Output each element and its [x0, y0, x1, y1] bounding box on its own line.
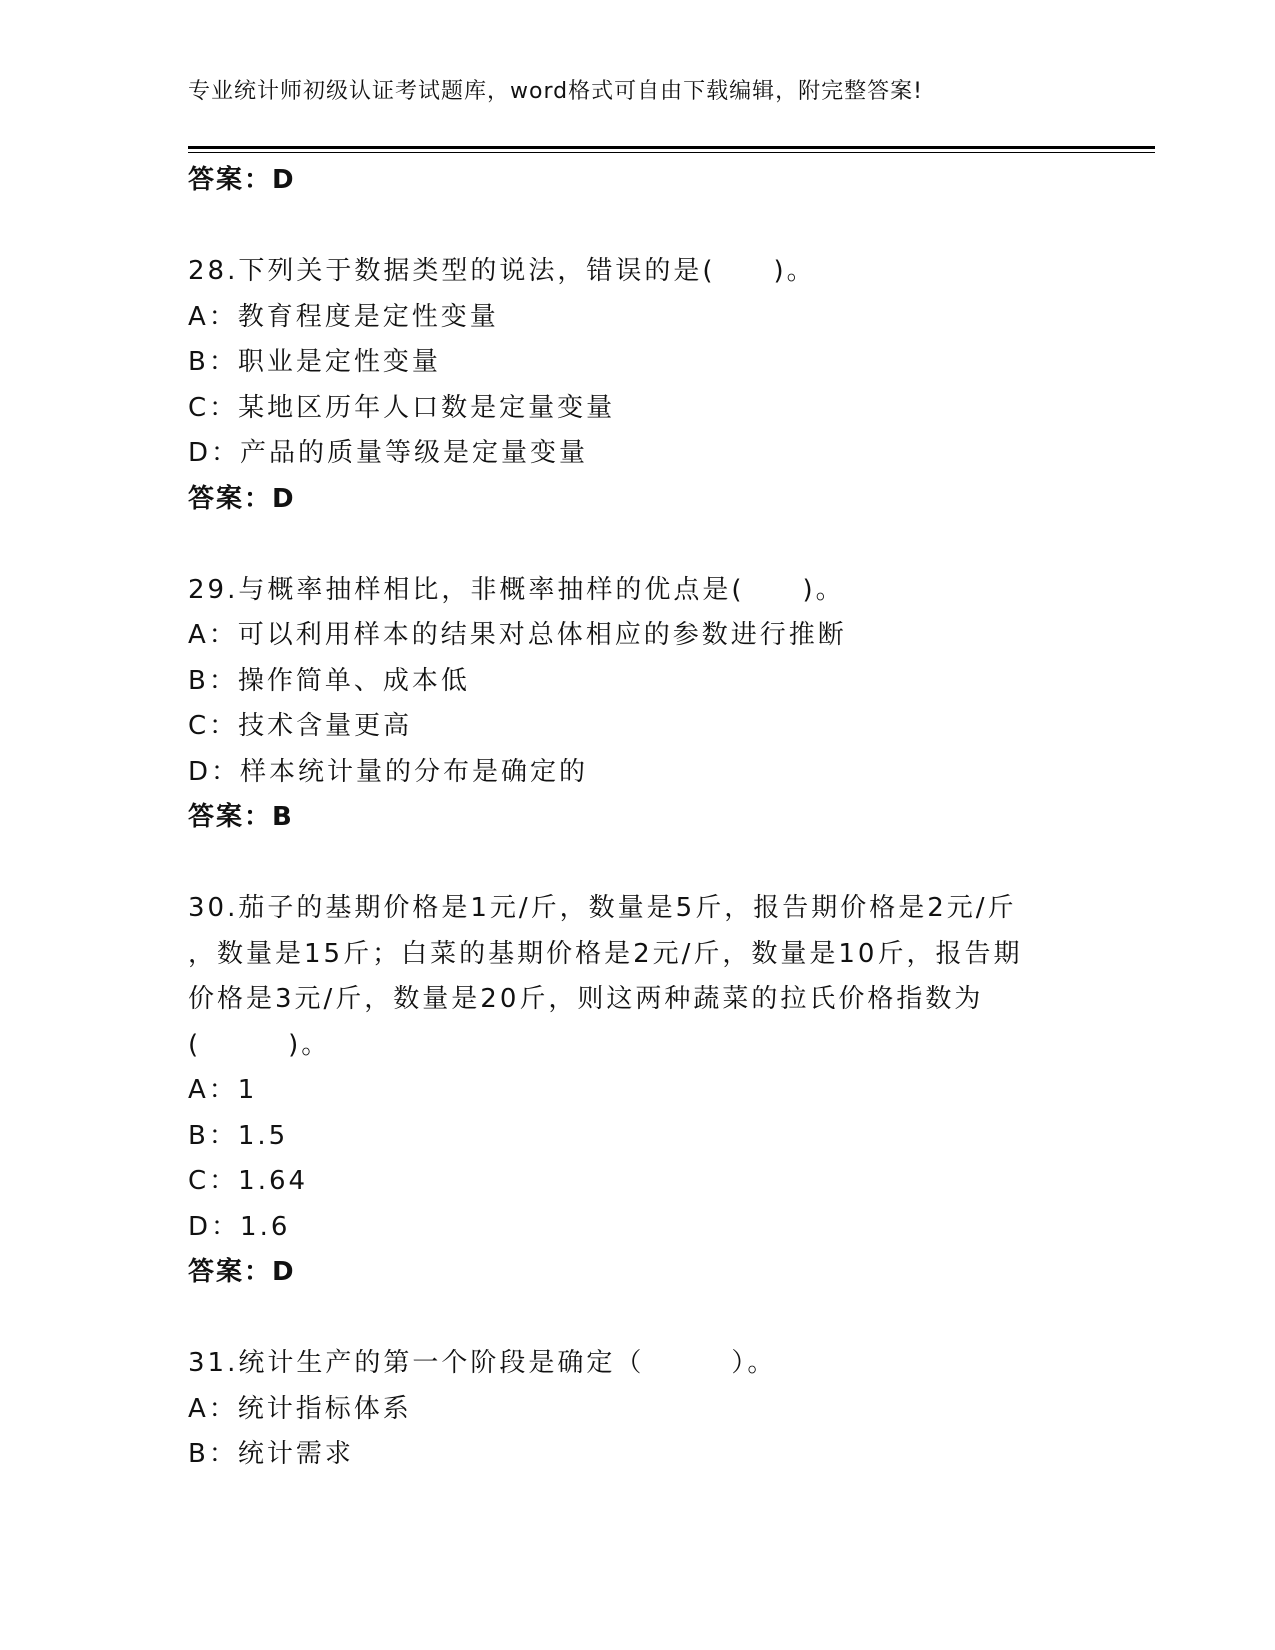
question-block [188, 1341, 1088, 1478]
question-stem-cont: ( )。 [188, 1029, 331, 1060]
header-rule-thin [188, 152, 1155, 153]
question-stem: 29.与概率抽样相比，非概率抽样的优点是( )。 [188, 574, 845, 605]
question-stem-cont: ，数量是15斤；白菜的基期价格是2元/斤，数量是10斤，报告期 [188, 938, 1023, 969]
header-rule-thick [188, 146, 1155, 149]
option-b: B：1.5 [188, 1120, 289, 1151]
option-b: B：职业是定性变量 [188, 347, 441, 377]
previous-answer: 答案：D [188, 165, 296, 195]
question-stem: 28.下列关于数据类型的说法，错误的是( )。 [188, 256, 816, 286]
option-a: A：教育程度是定性变量 [188, 301, 499, 332]
question-stem-cont: 价格是3元/斤，数量是20斤，则这两种蔬菜的拉氏价格指数为 [188, 984, 984, 1014]
answer: 答案：D [188, 483, 296, 514]
answer: 答案：D [188, 1257, 296, 1287]
option-c: C：某地区历年人口数是定量变量 [188, 392, 616, 423]
question-stem: 31.统计生产的第一个阶段是确定（ ）。 [188, 1348, 777, 1378]
option-a: A：1 [188, 1075, 258, 1105]
option-d: D：1.6 [188, 1211, 291, 1242]
question-block [188, 249, 1088, 522]
page-header: 专业统计师初级认证考试题库，word格式可自由下载编辑，附完整答案! [188, 79, 923, 104]
option-d: D：产品的质量等级是定量变量 [188, 438, 589, 468]
question-block [188, 886, 1088, 1296]
document-body [188, 158, 1088, 1478]
option-b: B：操作简单、成本低 [188, 665, 470, 696]
option-c: C：技术含量更高 [188, 711, 413, 741]
question-block [188, 568, 1088, 841]
option-b: B：统计需求 [188, 1439, 354, 1469]
question-stem: 30.茄子的基期价格是1元/斤，数量是5斤，报告期价格是2元/斤 [188, 893, 1017, 923]
option-a: A：统计指标体系 [188, 1393, 412, 1424]
option-d: D：样本统计量的分布是确定的 [188, 756, 589, 787]
option-a: A：可以利用样本的结果对总体相应的参数进行推断 [188, 620, 847, 650]
option-c: C：1.64 [188, 1166, 309, 1196]
answer: 答案：B [188, 802, 294, 832]
